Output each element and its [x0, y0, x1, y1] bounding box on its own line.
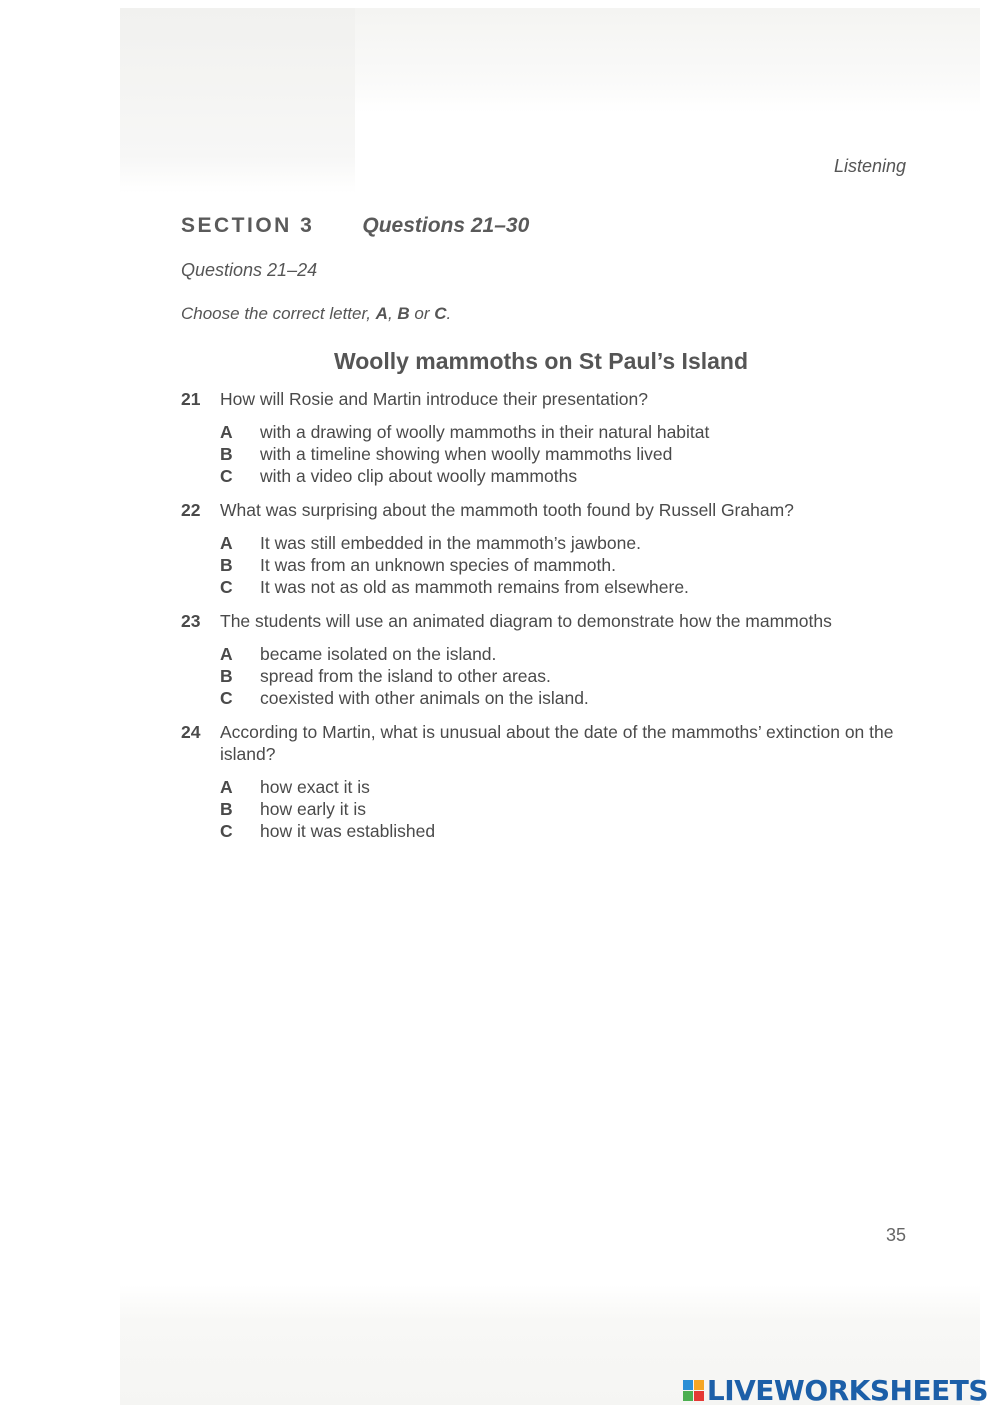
option-letter: A [220, 644, 233, 664]
option-b[interactable] [220, 798, 911, 820]
section-label: SECTION 3 [181, 214, 315, 237]
option-a[interactable] [220, 532, 921, 554]
option-letter: C [220, 577, 233, 597]
option-text: became isolated on the island. [260, 644, 497, 664]
question-number: 24 [181, 722, 201, 742]
option-a[interactable] [220, 421, 921, 443]
instruction-letter-a: A [375, 304, 388, 323]
option-c[interactable] [220, 465, 921, 487]
option-letter: A [220, 777, 233, 797]
option-letter: B [220, 799, 233, 819]
instruction-prefix: Choose the correct letter, [181, 304, 376, 323]
option-c[interactable] [220, 576, 921, 598]
option-letter: C [220, 821, 233, 841]
option-b[interactable] [220, 443, 921, 465]
instruction-end: . [446, 304, 452, 323]
running-head: Listening [833, 156, 906, 176]
section-range: Questions 21–30 [362, 214, 530, 237]
option-text: It was not as old as mammoth remains from elsewhere. [260, 577, 689, 597]
option-a[interactable] [220, 776, 911, 798]
question-21 [181, 388, 921, 487]
option-letter: C [220, 688, 233, 708]
option-c[interactable] [220, 687, 921, 709]
option-b[interactable] [220, 665, 921, 687]
option-text: with a drawing of woolly mammoths in their natural habitat [260, 422, 710, 442]
question-text: According to Martin, what is unusual about the date of the mammoths’ extinction on the island? [220, 722, 894, 764]
liveworksheets-logo[interactable] [683, 1374, 988, 1407]
option-letter: B [220, 555, 233, 575]
question-number: 23 [181, 611, 201, 631]
option-text: how early it is [260, 799, 367, 819]
worksheet-title: Woolly mammoths on St Paul’s Island [333, 348, 749, 374]
option-text: It was from an unknown species of mammoth. [260, 555, 616, 575]
instruction-letter-b: B [397, 304, 410, 323]
scan-shade [120, 8, 355, 193]
instruction-separator: or [409, 304, 435, 323]
question-number: 21 [181, 389, 201, 409]
option-b[interactable] [220, 554, 921, 576]
instruction [181, 304, 451, 324]
question-23 [181, 610, 921, 709]
instruction-separator: , [387, 304, 398, 323]
question-text: What was surprising about the mammoth tooth found by Russell Graham? [220, 500, 794, 520]
section-heading [181, 214, 529, 238]
option-text: how it was established [260, 821, 436, 841]
page-number: 35 [885, 1225, 906, 1245]
liveworksheets-logo-icon [683, 1380, 704, 1401]
option-letter: B [220, 444, 233, 464]
option-c[interactable] [220, 820, 911, 842]
option-letter: A [220, 533, 233, 553]
option-text: with a timeline showing when woolly mammoths lived [260, 444, 673, 464]
brand-wordmark: LIVEWORKSHEETS [706, 1374, 988, 1407]
instruction-letter-c: C [434, 304, 447, 323]
option-text: spread from the island to other areas. [260, 666, 551, 686]
option-text: It was still embedded in the mammoth’s jawbone. [260, 533, 641, 553]
option-text: with a video clip about woolly mammoths [260, 466, 578, 486]
option-letter: C [220, 466, 233, 486]
option-text: coexisted with other animals on the island. [260, 688, 589, 708]
option-letter: A [220, 422, 233, 442]
question-text: How will Rosie and Martin introduce their presentation? [220, 389, 648, 409]
question-22 [181, 499, 921, 598]
questions-subrange: Questions 21–24 [181, 260, 318, 280]
question-text: The students will use an animated diagram to demonstrate how the mammoths [220, 611, 832, 631]
option-letter: B [220, 666, 233, 686]
option-a[interactable] [220, 643, 921, 665]
question-24 [181, 721, 911, 842]
question-number: 22 [181, 500, 201, 520]
option-text: how exact it is [260, 777, 370, 797]
